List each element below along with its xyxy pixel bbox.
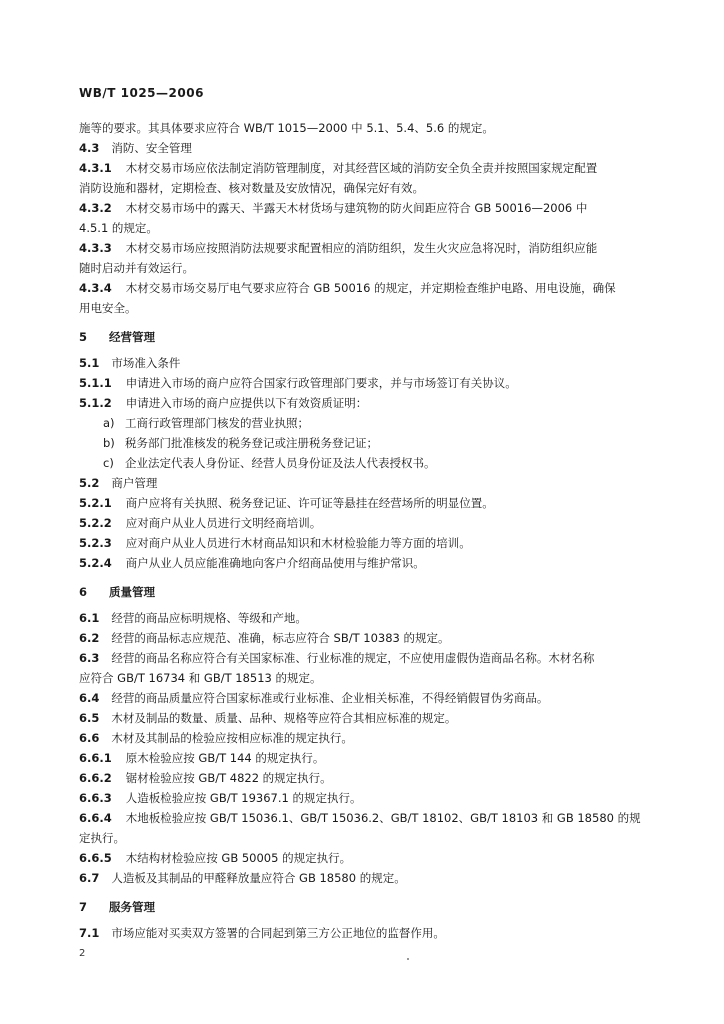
document-body — [79, 118, 641, 943]
clause-text: 商户应将有关执照、税务登记证、许可证等悬挂在经营场所的明显位置。 — [125, 496, 494, 510]
clause-number: 5.1 — [79, 356, 100, 370]
clause-text: 木地板检验应按 GB/T 15036.1、GB/T 15036.2、GB/T 18102、GB/T 18103 和 GB 18580 的规 — [125, 811, 641, 825]
clause-text: 随时启动并有效运行。 — [79, 261, 194, 275]
clause-text: 工商行政管理部门核发的营业执照； — [125, 416, 309, 430]
clause-number: 6.6.2 — [79, 771, 112, 785]
clause-text: 商户从业人员应能准确地向客户介绍商品使用与维护常识。 — [125, 556, 425, 570]
clause — [79, 688, 641, 708]
clause — [79, 628, 641, 648]
subclause — [79, 848, 641, 868]
clause-text: 经营管理 — [109, 330, 156, 344]
section-heading — [79, 582, 641, 602]
subclause — [79, 768, 641, 788]
clause-text: 市场应能对买卖双方签署的合同起到第三方公正地位的监督作用。 — [111, 926, 445, 940]
continuation-line — [79, 178, 641, 198]
clause-text: 申请进入市场的商户应提供以下有效资质证明： — [125, 396, 368, 410]
subclause — [79, 808, 641, 828]
subclause — [79, 278, 641, 298]
clause-text: 木材及其制品的检验应按相应标准的规定执行。 — [111, 731, 353, 745]
clause-number: 6.6.5 — [79, 851, 112, 865]
clause-text: 应对商户从业人员进行文明经商培训。 — [125, 516, 322, 530]
subclause — [79, 393, 641, 413]
continuation-line — [79, 258, 641, 278]
subclause — [79, 198, 641, 218]
clause-number: 5.2.3 — [79, 536, 112, 550]
clause-text: 市场准入条件 — [111, 356, 181, 370]
clause-text: 消防、安全管理 — [111, 141, 192, 155]
clause — [79, 648, 641, 668]
clause-text: 木材交易市场交易厅电气要求应符合 GB 50016 的规定，并定期检查维护电路、用电设施，确保 — [125, 281, 616, 295]
clause-number: 7 — [79, 900, 88, 914]
clause-text: 施等的要求。其具体要求应符合 WB/T 1015—2000 中 5.1、5.4、5.6 的规定。 — [79, 121, 494, 135]
clause-text: 税务部门批准核发的税务登记或注册税务登记证； — [125, 436, 378, 450]
clause-number: 6.1 — [79, 611, 100, 625]
clause — [79, 728, 641, 748]
clause-number: 5 — [79, 330, 88, 344]
subclause — [79, 788, 641, 808]
clause-text: 应符合 GB/T 16734 和 GB/T 18513 的规定。 — [79, 671, 322, 685]
subclause — [79, 533, 641, 553]
clause-text: 木材及制品的数量、质量、品种、规格等应符合其相应标准的规定。 — [111, 711, 457, 725]
section-heading — [79, 327, 641, 347]
list-item — [79, 453, 641, 473]
clause-number: 5.1.2 — [79, 396, 112, 410]
clause-number: 6.4 — [79, 691, 100, 705]
clause-text: 定执行。 — [79, 831, 125, 845]
clause-number: 6.6.4 — [79, 811, 112, 825]
subclause — [79, 238, 641, 258]
clause-text: 服务管理 — [109, 900, 156, 914]
subclause — [79, 748, 641, 768]
clause-number: 7.1 — [79, 926, 100, 940]
clause-number: 4.3.2 — [79, 201, 112, 215]
clause-text: 木材交易市场应按照消防法规要求配置相应的消防组织，发生火灾应急将况时，消防组织应能 — [125, 241, 598, 255]
clause — [79, 708, 641, 728]
clause — [79, 353, 641, 373]
clause-text: 木材交易市场中的露天、半露天木材货场与建筑物的防火间距应符合 GB 50016—2006 中 — [125, 201, 588, 215]
clause-number: 6.6.3 — [79, 791, 112, 805]
clause — [79, 138, 641, 158]
continuation-line — [79, 298, 641, 318]
subclause — [79, 553, 641, 573]
clause-number: 6.3 — [79, 651, 100, 665]
clause-number: 6.6.1 — [79, 751, 112, 765]
subclause — [79, 158, 641, 178]
scan-speck — [407, 958, 409, 960]
clause-text: 4.5.1 的规定。 — [79, 221, 158, 235]
continuation-line — [79, 118, 641, 138]
standard-code-header: WB/T 1025—2006 — [79, 86, 204, 100]
clause-number: 5.2.1 — [79, 496, 112, 510]
clause-number: 5.2.4 — [79, 556, 112, 570]
subclause — [79, 373, 641, 393]
clause-text: 质量管理 — [109, 585, 156, 599]
clause-number: 4.3 — [79, 141, 100, 155]
clause-text: 人造板及其制品的甲醛释放量应符合 GB 18580 的规定。 — [111, 871, 406, 885]
clause — [79, 608, 641, 628]
clause-text: 应对商户从业人员进行木材商品知识和木材检验能力等方面的培训。 — [125, 536, 471, 550]
clause-number: 4.3.4 — [79, 281, 112, 295]
clause-text: 经营的商品名称应符合有关国家标准、行业标准的规定，不应使用虚假伪造商品名称。木材名称 — [111, 651, 595, 665]
clause-text: 木结构材检验应按 GB 50005 的规定执行。 — [125, 851, 352, 865]
clause — [79, 868, 641, 888]
clause-number: 5.2 — [79, 476, 100, 490]
clause-number: a) — [103, 416, 115, 430]
clause-text: 用电安全。 — [79, 301, 137, 315]
clause — [79, 473, 641, 493]
clause-text: 消防设施和器材，定期检查、核对数量及安放情况，确保完好有效。 — [79, 181, 424, 195]
clause-text: 原木检验应按 GB/T 144 的规定执行。 — [125, 751, 325, 765]
clause-number: 5.2.2 — [79, 516, 112, 530]
clause-number: 5.1.1 — [79, 376, 112, 390]
clause-text: 经营的商品质量应符合国家标准或行业标准、企业相关标准，不得经销假冒伪劣商品。 — [111, 691, 549, 705]
list-item — [79, 433, 641, 453]
continuation-line — [79, 828, 641, 848]
clause-text: 木材交易市场应依法制定消防管理制度，对其经营区域的消防安全负全责并按照国家规定配置 — [125, 161, 598, 175]
subclause — [79, 513, 641, 533]
subclause — [79, 493, 641, 513]
clause-number: 6.7 — [79, 871, 100, 885]
clause-text: 锯材检验应按 GB/T 4822 的规定执行。 — [125, 771, 332, 785]
clause-text: 商户管理 — [111, 476, 158, 490]
continuation-line — [79, 218, 641, 238]
clause-text: 经营的商品标志应规范、准确，标志应符合 SB/T 10383 的规定。 — [111, 631, 450, 645]
clause-text: 经营的商品应标明规格、等级和产地。 — [111, 611, 307, 625]
clause-text: 人造板检验应按 GB/T 19367.1 的规定执行。 — [125, 791, 362, 805]
clause-number: 6 — [79, 585, 88, 599]
clause-number: 4.3.1 — [79, 161, 112, 175]
clause-number: c) — [103, 456, 114, 470]
continuation-line — [79, 668, 641, 688]
clause-number: 6.2 — [79, 631, 100, 645]
page-number: 2 — [79, 948, 86, 959]
clause-number: 6.6 — [79, 731, 100, 745]
section-heading — [79, 897, 641, 917]
clause-number: b) — [103, 436, 115, 450]
clause-text: 申请进入市场的商户应符合国家行政管理部门要求，并与市场签订有关协议。 — [125, 376, 517, 390]
list-item — [79, 413, 641, 433]
clause — [79, 923, 641, 943]
clause-number: 4.3.3 — [79, 241, 112, 255]
clause-number: 6.5 — [79, 711, 100, 725]
clause-text: 企业法定代表人身份证、经营人员身份证及法人代表授权书。 — [125, 456, 436, 470]
